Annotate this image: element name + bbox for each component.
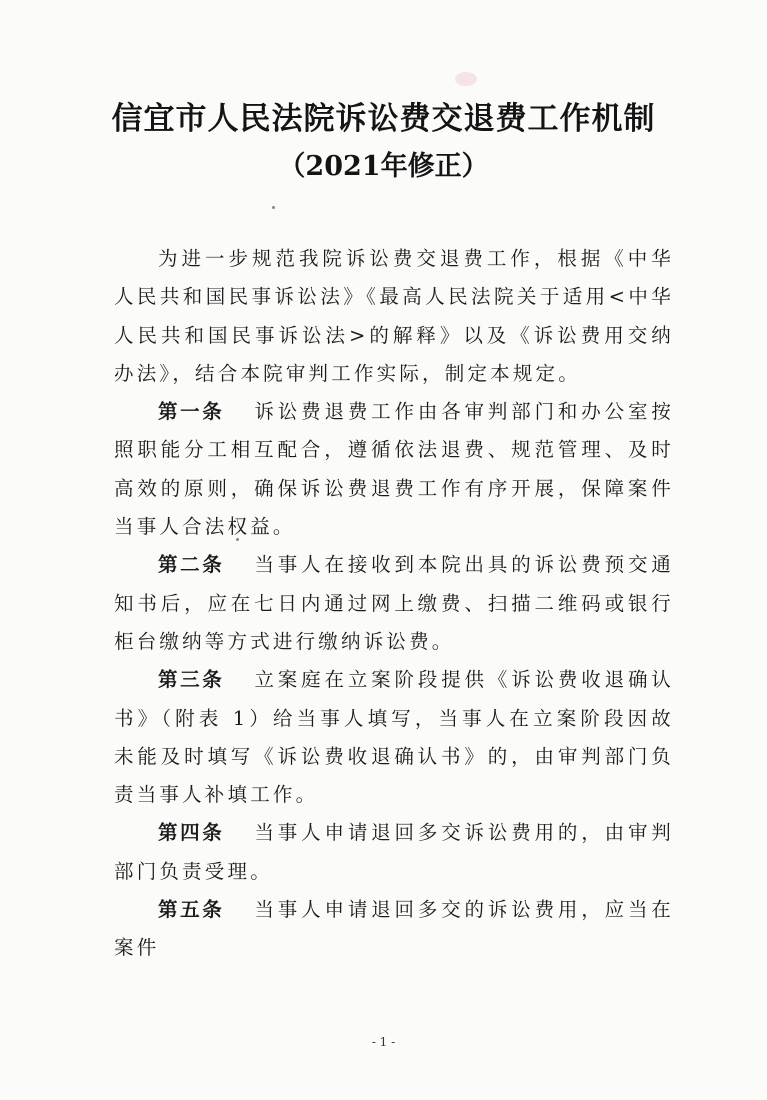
paragraph-article-2 xyxy=(114,546,674,661)
paragraph-article-3 xyxy=(114,661,674,814)
article-label: 第一条 xyxy=(158,400,225,424)
paragraph-article-1 xyxy=(114,393,674,546)
paragraph-article-4 xyxy=(114,814,674,891)
document-subtitle: （2021年修正） xyxy=(278,151,489,182)
article-label: 第二条 xyxy=(158,553,225,577)
document-body xyxy=(114,240,674,968)
paragraph-preamble xyxy=(114,240,674,393)
scan-speck xyxy=(272,206,275,209)
paragraph-text: 为进一步规范我院诉讼费交退费工作，根据《中华人民共和国民事诉讼法》《最高人民法院关于适用<中华人民共和国民事诉讼法>的解释》以及《诉讼费用交纳办法》，结合本院审判工作实际，制定本规定。 xyxy=(114,247,674,385)
document-title: 信宜市人民法院诉讼费交退费工作机制 xyxy=(111,101,656,137)
stamp-trace xyxy=(455,72,477,86)
paragraph-text: 诉讼费退费工作由各审判部门和办公室按照职能分工相互配合，遵循依法退费、规范管理、及时高效的原则，确保诉讼费退费工作有序开展，保障案件当事人合法权益。 xyxy=(114,400,674,539)
paragraph-text: 当事人申请退回多交的诉讼费用，应当在案件 xyxy=(114,898,674,960)
paragraph-text: 立案庭在立案阶段提供《诉讼费收退确认书》（附表 1）给当事人填写，当事人在立案阶段因故未能及时填写《诉讼费收退确认书》的，由审判部门负责当事人补填工作。 xyxy=(114,668,674,807)
article-label: 第五条 xyxy=(158,898,225,922)
paragraph-text: 当事人申请退回多交诉讼费用的，由审判部门负责受理。 xyxy=(114,821,674,883)
paragraph-article-5 xyxy=(114,891,674,968)
article-label: 第四条 xyxy=(158,821,225,845)
paragraph-text: 当事人在接收到本院出具的诉讼费预交通知书后，应在七日内通过网上缴费、扫描二维码或银行柜台缴纳等方式进行缴纳诉讼费。 xyxy=(114,553,674,653)
page-number: - 1 - xyxy=(371,1035,396,1049)
article-label: 第三条 xyxy=(158,668,225,692)
